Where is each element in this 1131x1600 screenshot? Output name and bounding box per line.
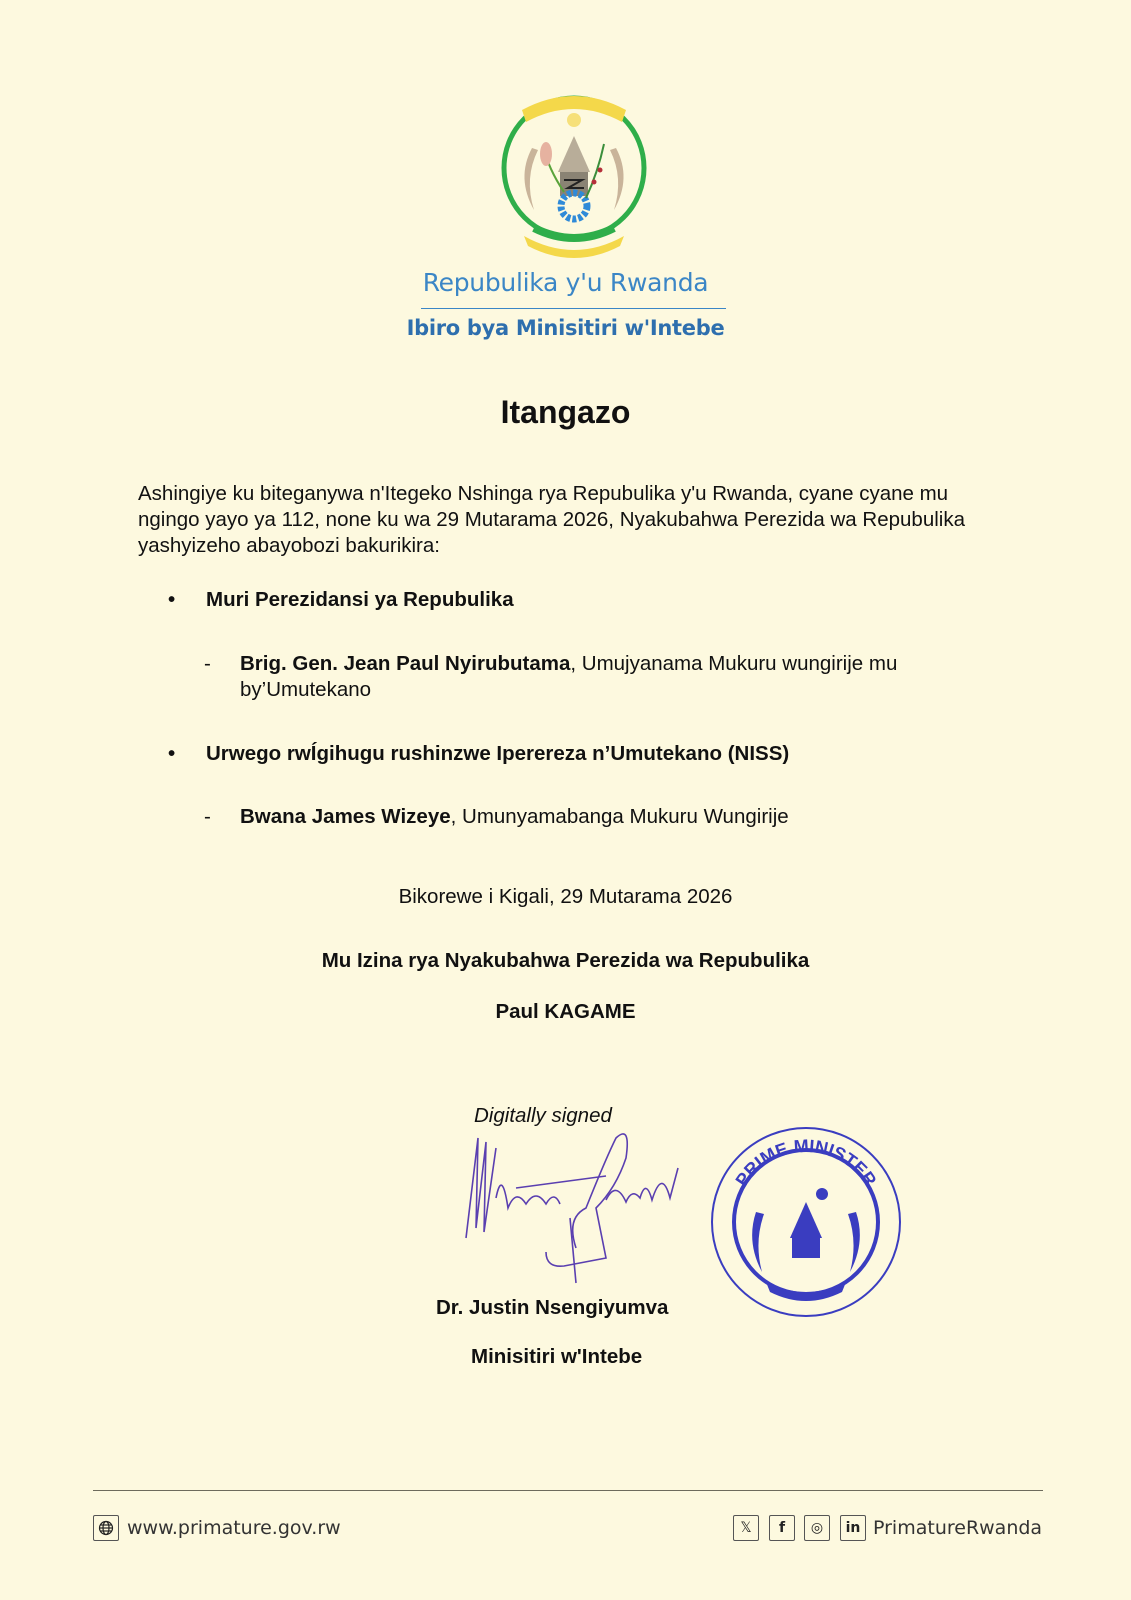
globe-icon <box>93 1515 119 1541</box>
seal-text: PRIME MINISTER <box>731 1135 881 1190</box>
bullet-icon: • <box>168 588 176 611</box>
appointee-name: Brig. Gen. Jean Paul Nyirubutama <box>240 652 571 675</box>
social-handle: PrimatureRwanda <box>873 1517 1043 1539</box>
signer-name: Dr. Justin Nsengiyumva <box>436 1296 669 1319</box>
appointee-name: Bwana James Wizeye <box>240 805 451 828</box>
section-heading <box>168 588 514 612</box>
place-and-date: Bikorewe i Kigali, 29 Mutarama 2026 <box>398 885 733 908</box>
bullet-icon: • <box>168 742 176 765</box>
intro-paragraph: Ashingiye ku biteganywa n'Itegeko Nshinga rya Repubulika y'u Rwanda, cyane cyane mu ngingo yayo ya 112, none ku wa 29 Mutarama 2026, Nyakubahwa Perezida wa Repubulika yashyizeho abayobozi bakurikira: <box>138 482 965 557</box>
signer-title: Minisitiri w'Intebe <box>471 1345 643 1368</box>
signature <box>456 1128 696 1288</box>
facebook-icon[interactable]: f <box>769 1515 795 1541</box>
x-icon[interactable]: 𝕏 <box>733 1515 759 1541</box>
footer-divider <box>93 1490 1043 1491</box>
appointee-role: , Umunyamabanga Mukuru Wungirije <box>450 805 789 828</box>
section-heading-text: Muri Perezidansi ya Repubulika <box>206 588 514 611</box>
website-link[interactable]: www.primature.gov.rw <box>127 1517 341 1539</box>
header-divider <box>421 308 726 309</box>
section-heading <box>168 742 789 766</box>
digitally-signed-label: Digitally signed <box>474 1104 612 1127</box>
republic-title: Repubulika y'u Rwanda <box>422 268 709 297</box>
document-title: Itangazo <box>500 394 631 430</box>
dash-marker: - <box>204 652 211 675</box>
prime-minister-seal <box>706 1122 906 1322</box>
linkedin-icon[interactable]: in <box>840 1515 866 1541</box>
instagram-icon[interactable]: ◎ <box>804 1515 830 1541</box>
appointee-role: , Umujyanama Mukuru wungirije mu by’Umutekano <box>240 652 898 701</box>
rwanda-coat-of-arms-emblem <box>494 88 654 258</box>
president-name: Paul KAGAME <box>495 1000 636 1023</box>
on-behalf-line: Mu Izina rya Nyakubahwa Perezida wa Repubulika <box>321 949 810 972</box>
dash-marker: - <box>204 805 211 828</box>
office-title: Ibiro bya Minisitiri w'Intebe <box>406 316 725 340</box>
appointment-item <box>204 651 994 703</box>
appointment-item <box>204 804 994 830</box>
section-heading-text: Urwego rwÍgihugu rushinzwe Iperereza n’Umutekano (NISS) <box>206 742 790 765</box>
